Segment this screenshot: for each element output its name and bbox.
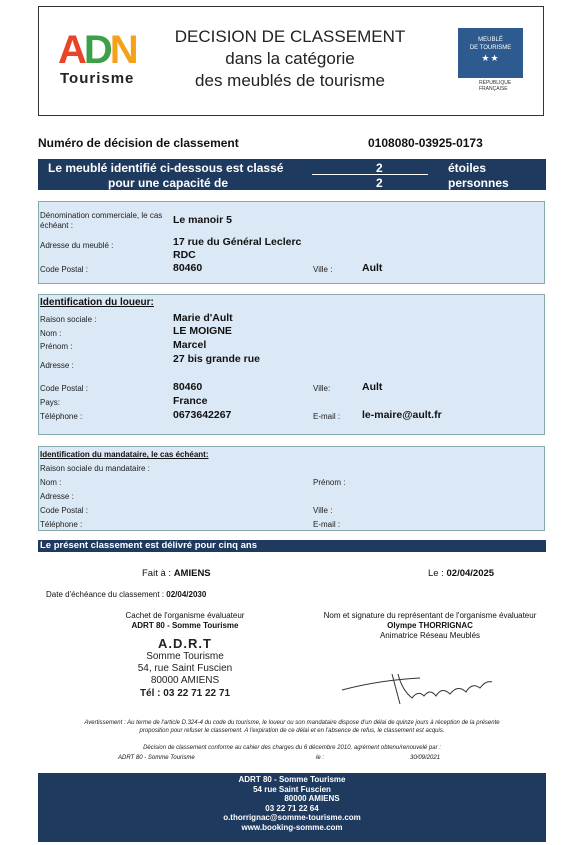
decision-label: Numéro de décision de classement xyxy=(38,136,239,150)
raison-value: Marie d'Ault xyxy=(173,312,233,324)
agrement-le-label: le : xyxy=(316,755,325,761)
agrement-date: 30/09/2021 xyxy=(410,755,441,761)
adresse-line2: RDC xyxy=(173,249,196,261)
mandataire-tel-label: Téléphone : xyxy=(40,520,83,529)
footer-email[interactable]: o.thorrignac@somme-tourisme.com xyxy=(223,813,361,823)
mandataire-prenom-label: Prénom : xyxy=(313,478,346,487)
meuble-tourisme-badge: MEUBLÉ DE TOURISME ★★ xyxy=(458,28,523,78)
ville-label: Ville: xyxy=(313,384,331,393)
footer-website[interactable]: www.booking-somme.com xyxy=(241,822,343,832)
email-label: E-mail : xyxy=(313,412,341,421)
cp-label: Code Postal : xyxy=(40,384,89,393)
le-label: Le : xyxy=(428,568,444,579)
ville-value: Ault xyxy=(362,381,383,393)
prenom-label: Prénom : xyxy=(40,342,73,351)
decision-number: 0108080-03925-0173 xyxy=(368,136,483,150)
adresse-value: 27 bis grande rue xyxy=(173,353,260,365)
stars-value: 2 xyxy=(376,161,383,175)
fait-place: AMIENS xyxy=(173,568,211,579)
loueur-title: Identification du loueur: xyxy=(40,297,154,308)
email-value: le-maire@ault.fr xyxy=(362,409,442,421)
tel-value: 0673642267 xyxy=(173,409,232,421)
organisme-stamp: A.D.R.T Somme Tourisme 54, rue Saint Fuscien 80000 AMIENS Tél : 03 22 71 22 71 xyxy=(137,636,233,699)
adresse-label: Adresse : xyxy=(40,361,74,370)
capacity-value: 2 xyxy=(376,176,383,190)
loueur-panel xyxy=(38,294,545,435)
adresse-line1: 17 rue du Général Leclerc xyxy=(173,236,302,248)
mandataire-adresse-label: Adresse : xyxy=(40,492,74,501)
handwritten-signature xyxy=(340,660,500,708)
classement-line2: pour une capacité de xyxy=(108,176,229,190)
agrement-org: ADRT 80 - Somme Tourisme xyxy=(118,755,195,761)
tel-label: Téléphone : xyxy=(40,412,83,421)
document-title: DECISION DE CLASSEMENT dans la catégorie des meublés de tourisme xyxy=(174,27,406,90)
classement-line1: Le meublé identifié ci-dessous est classé xyxy=(48,161,284,175)
mandataire-ville-label: Ville : xyxy=(313,506,333,515)
mandataire-title: Identification du mandataire, le cas échéant: xyxy=(40,450,209,459)
conformite-text: Décision de classement conforme au cahier des charges du 6 décembre 2010, agrément obtenu/renouvelé par : xyxy=(143,745,441,751)
mandataire-nom-label: Nom : xyxy=(40,478,62,487)
pays-value: France xyxy=(173,395,208,407)
pays-label: Pays: xyxy=(40,398,61,407)
logo-subtitle: Tourisme xyxy=(60,70,135,87)
echeance-label: Date d'échéance du classement : xyxy=(46,590,165,599)
cp-value: 80460 xyxy=(173,381,203,393)
stars-unit: étoiles xyxy=(448,161,487,175)
prenom-value: Marcel xyxy=(173,339,207,351)
divider xyxy=(312,174,428,175)
ville-value: Ault xyxy=(362,262,383,274)
fait-label: Fait à : xyxy=(142,568,172,579)
star-icon: ★★ xyxy=(481,53,500,63)
adresse-label: Adresse du meublé : xyxy=(40,241,114,250)
denomination-label: Dénomination commerciale, le cas échéant : xyxy=(40,211,163,230)
nom-label: Nom : xyxy=(40,329,62,338)
cp-value: 80460 xyxy=(173,262,203,274)
raison-label: Raison sociale : xyxy=(40,315,97,324)
capacity-unit: personnes xyxy=(448,176,509,190)
mandataire-cp-label: Code Postal : xyxy=(40,506,89,515)
nom-value: LE MOIGNE xyxy=(173,325,232,337)
cachet-block: Cachet de l'organisme évaluateur ADRT 80 - Somme Tourisme xyxy=(125,611,245,630)
avertissement: Avertissement : Au terme de l'article D.324-4 du code du tourisme, le loueur ou son mandataire dispose d'un délai de quinze jours à réception de la présente proposition pour refuser le classement. A l'expiration de ce délai et en l'absence de refus, le classement est acquis. xyxy=(84,720,500,734)
validity-text: Le présent classement est délivré pour cinq ans xyxy=(40,540,257,551)
ville-label: Ville : xyxy=(313,265,333,274)
echeance-date: 02/04/2030 xyxy=(166,590,207,599)
denomination-value: Le manoir 5 xyxy=(173,214,232,226)
republique-francaise-logo: RÉPUBLIQUE FRANÇAISE xyxy=(479,80,512,92)
cp-label: Code Postal : xyxy=(40,265,89,274)
mandataire-email-label: E-mail : xyxy=(313,520,341,529)
mandataire-raison-label: Raison sociale du mandataire : xyxy=(40,464,150,473)
signature-block: Nom et signature du représentant de l'organisme évaluateur Olympe THORRIGNAC Animatrice Réseau Meublés xyxy=(323,611,537,640)
fait-date: 02/04/2025 xyxy=(446,568,495,579)
adn-logo: ADN Tourisme xyxy=(58,28,136,87)
footer-contact: ADRT 80 - Somme Tourisme 54 rue Saint Fuscien 80000 AMIENS 03 22 71 22 64 o.thorrignac@somme-tourisme.com www.booking-somme.com xyxy=(38,773,546,842)
